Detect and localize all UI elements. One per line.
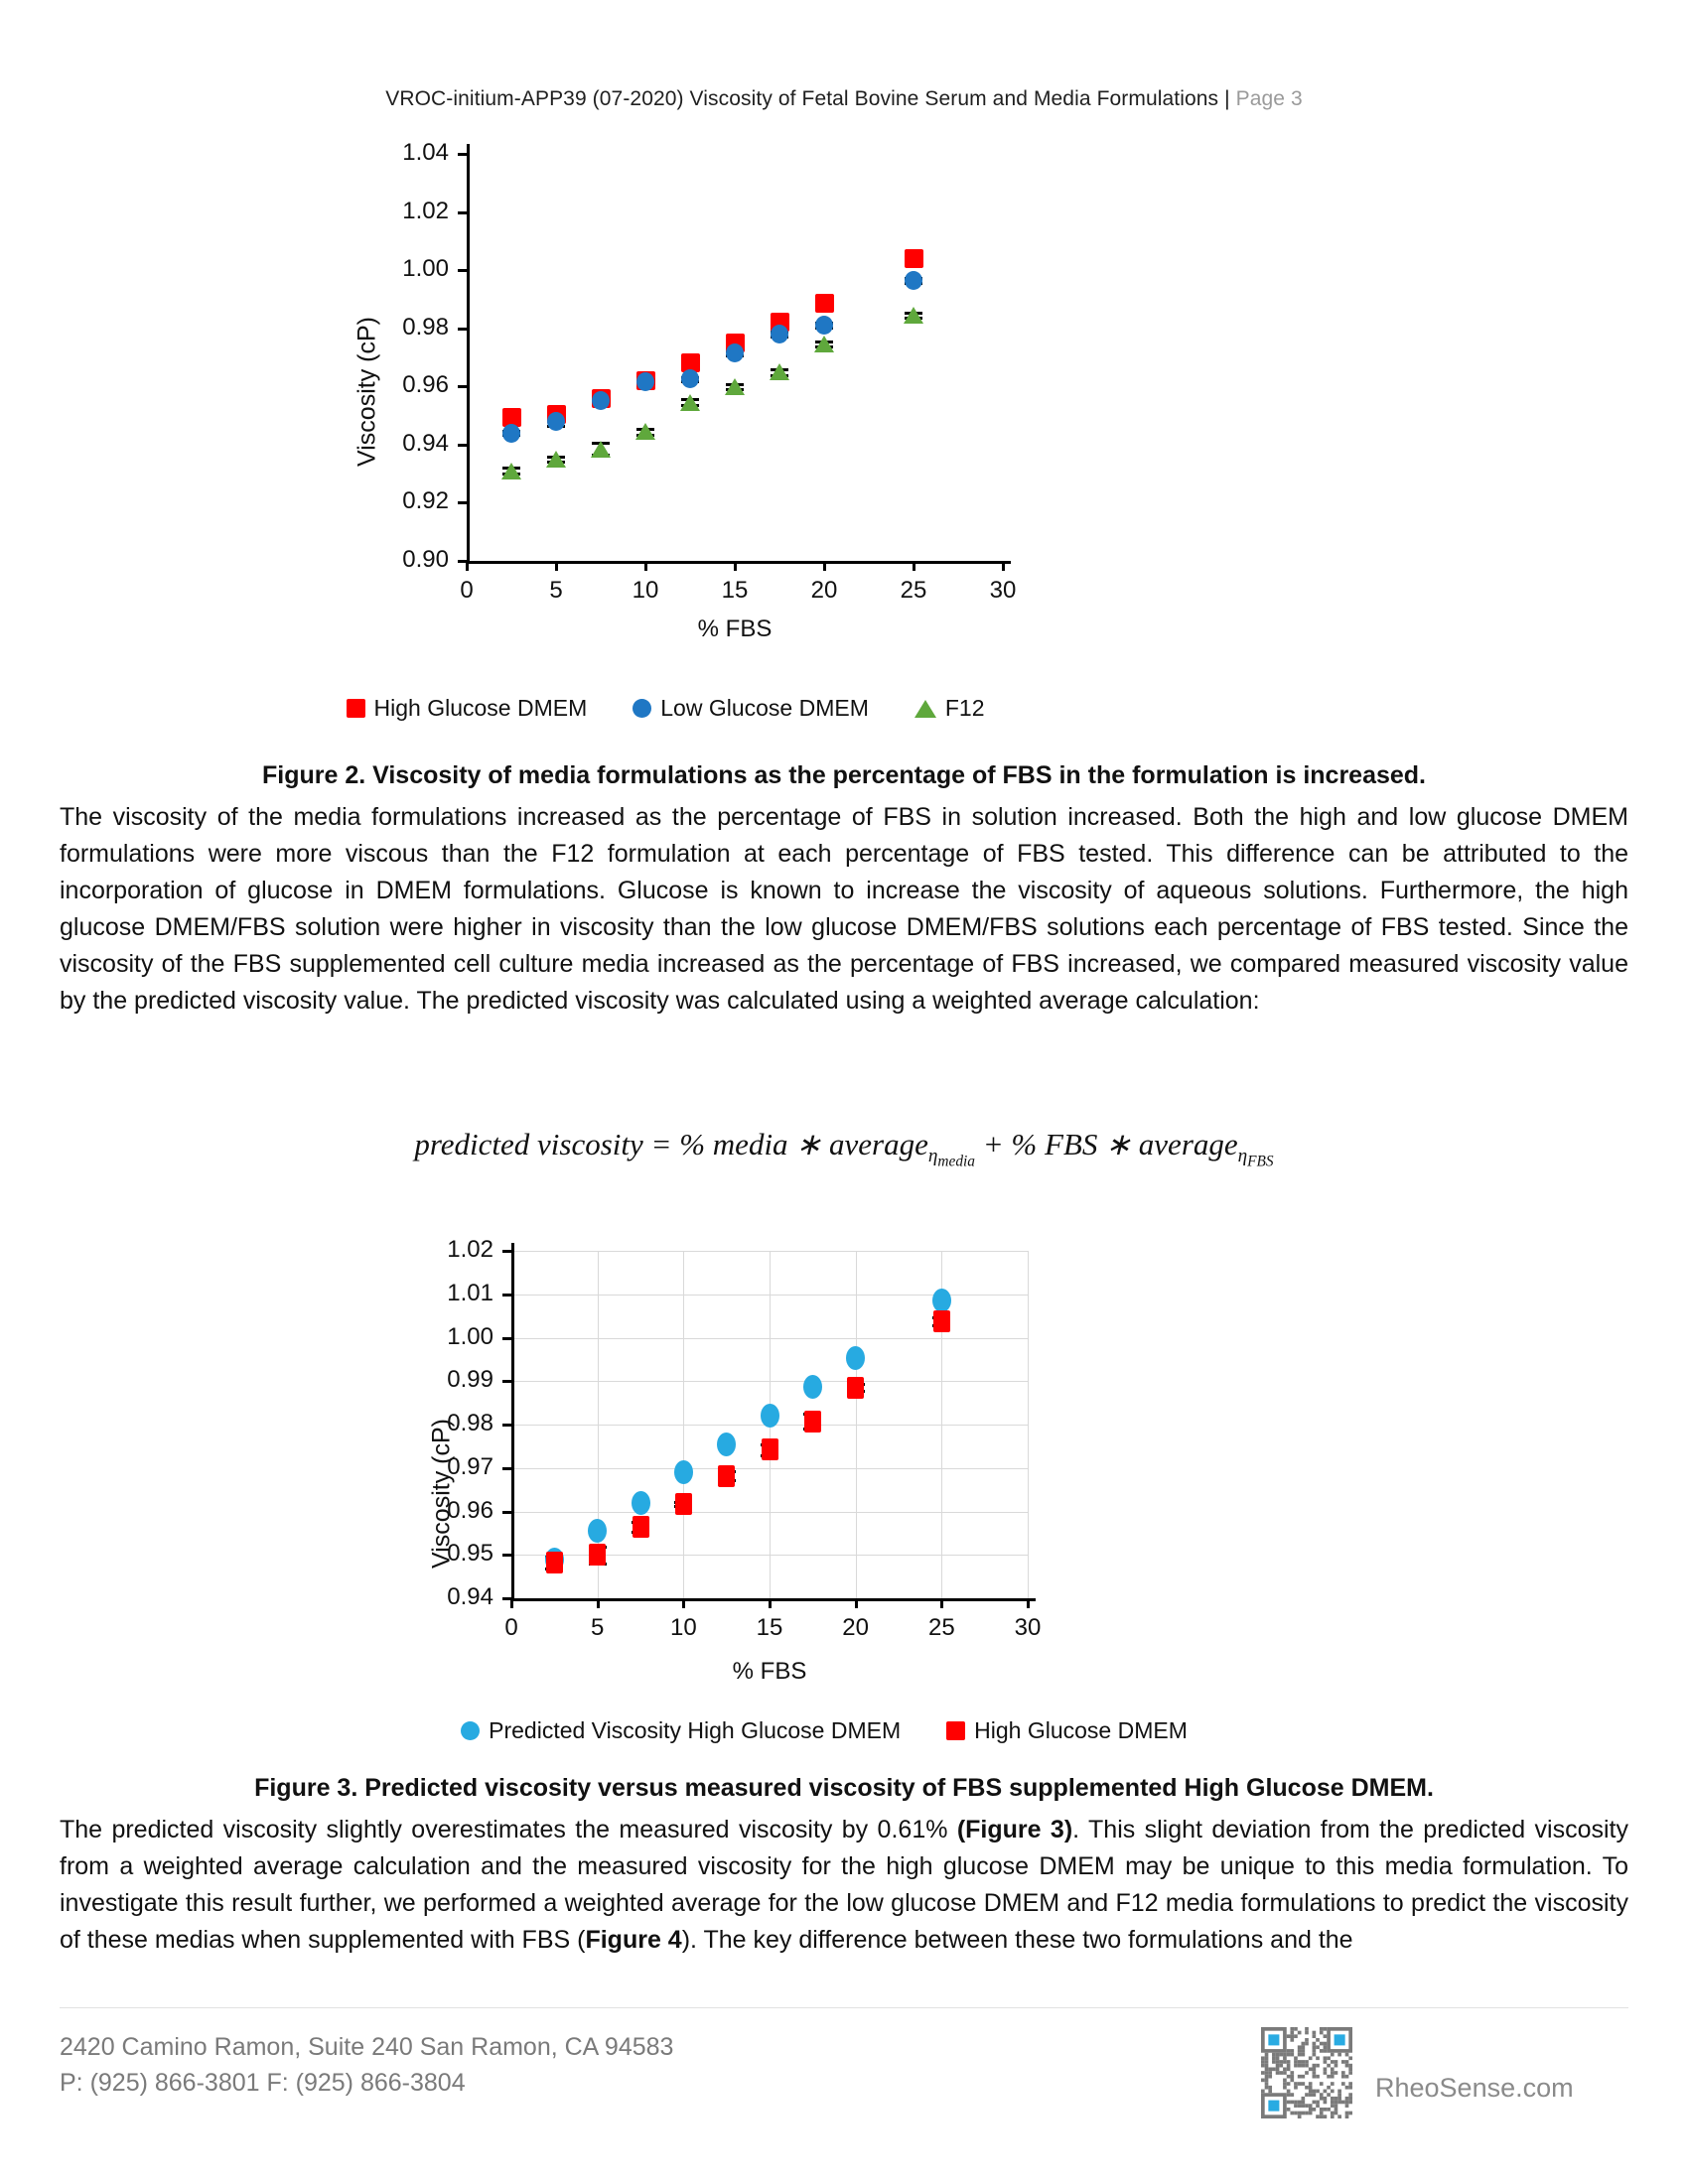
data-point-circle bbox=[592, 391, 610, 410]
data-point-circle bbox=[932, 1289, 951, 1312]
data-point-triangle bbox=[770, 363, 789, 380]
data-point-square bbox=[905, 249, 923, 268]
y-tick-label: 0.96 bbox=[447, 1496, 493, 1524]
y-tick-label: 0.92 bbox=[402, 487, 449, 515]
qr-code-graphic bbox=[1261, 2027, 1352, 2118]
brand-website: RheoSense.com bbox=[1375, 2073, 1574, 2103]
x-tick-label: 10 bbox=[669, 1614, 697, 1641]
x-tick-label: 30 bbox=[1014, 1614, 1042, 1641]
data-point-circle bbox=[726, 343, 744, 362]
page-header bbox=[0, 87, 1688, 111]
legend-label: Low Glucose DMEM bbox=[660, 695, 869, 721]
figure2-y-axis-label: Viscosity (cP) bbox=[352, 317, 381, 467]
data-point-circle bbox=[502, 424, 520, 443]
data-point-triangle bbox=[546, 451, 566, 468]
predicted-viscosity-equation bbox=[0, 1127, 1688, 1170]
y-tick-mark bbox=[502, 1554, 512, 1557]
data-point-circle bbox=[803, 1375, 822, 1399]
data-point-circle bbox=[674, 1460, 693, 1484]
figure2-plot-area bbox=[402, 139, 1017, 604]
y-tick-mark bbox=[458, 269, 468, 272]
x-tick-mark bbox=[555, 561, 558, 571]
x-tick-mark bbox=[855, 1598, 858, 1608]
data-point-square bbox=[762, 1438, 778, 1460]
y-tick-label: 0.96 bbox=[402, 371, 449, 399]
y-axis-line bbox=[467, 144, 470, 561]
data-point-circle bbox=[846, 1346, 865, 1370]
y-tick-mark bbox=[502, 1467, 512, 1470]
footer-divider bbox=[60, 2007, 1628, 2008]
y-tick-label: 0.97 bbox=[447, 1452, 493, 1480]
data-point-circle bbox=[547, 412, 565, 431]
body-paragraph-1: The viscosity of the media formulations increased as the percentage of FBS in solution increased. Both the high and low glucose DMEM formulations were more viscous than the F12 formulation at each percentage of FBS tested. This difference can be attributed to the incorporation of glucose in DMEM formulations. Glucose is known to increase the viscosity of aqueous solutions. Furthermore, the high glucose DMEM/FBS solution were higher in viscosity than the low glucose DMEM/FBS solutions each percentage of FBS tested. Since the viscosity of the FBS supplemented cell culture media increased as the percentage of FBS increased, we compared measured viscosity value by the predicted viscosity value. The predicted viscosity was calculated using a weighted average calculation: bbox=[60, 803, 1628, 1015]
equation-sub1: η bbox=[927, 1145, 938, 1166]
x-tick-mark bbox=[913, 561, 915, 571]
y-tick-label: 0.95 bbox=[447, 1540, 493, 1568]
legend-label: F12 bbox=[944, 695, 985, 721]
footer-address bbox=[60, 2029, 673, 2102]
legend-triangle-icon bbox=[914, 700, 936, 718]
legend-item[interactable] bbox=[946, 1717, 1188, 1744]
figure3-legend bbox=[397, 1717, 1251, 1744]
y-tick-label: 0.94 bbox=[447, 1583, 493, 1610]
x-tick-label: 5 bbox=[590, 1614, 605, 1641]
legend-label: High Glucose DMEM bbox=[373, 695, 588, 721]
x-tick-label: 10 bbox=[632, 577, 659, 604]
data-point-square bbox=[633, 1516, 649, 1538]
body-2-text-run: ). The key difference between these two formulations and the bbox=[681, 1926, 1353, 1954]
y-tick-mark bbox=[502, 1424, 512, 1427]
equation-sub2b: FBS bbox=[1247, 1153, 1274, 1170]
x-tick-label: 30 bbox=[989, 577, 1017, 604]
data-point-circle bbox=[588, 1519, 607, 1543]
figure2-chart bbox=[328, 139, 1017, 642]
x-axis-line bbox=[467, 561, 1011, 564]
y-tick-label: 1.02 bbox=[447, 1236, 493, 1263]
y-tick-mark bbox=[458, 328, 468, 331]
figure3-y-axis-label: Viscosity (cP) bbox=[427, 1419, 456, 1569]
figure3-chart bbox=[397, 1236, 1053, 1703]
y-tick-mark bbox=[502, 1380, 512, 1383]
gridline bbox=[1028, 1251, 1029, 1598]
x-tick-mark bbox=[734, 561, 737, 571]
x-tick-mark bbox=[510, 1598, 513, 1608]
x-tick-label: 20 bbox=[842, 1614, 869, 1641]
y-tick-mark bbox=[458, 153, 468, 156]
legend-item[interactable] bbox=[347, 695, 588, 722]
body-paragraph-2 bbox=[60, 1812, 1628, 1959]
data-point-circle bbox=[761, 1404, 779, 1428]
y-tick-label: 0.90 bbox=[402, 546, 449, 573]
figure3-caption: Figure 3. Predicted viscosity versus measured viscosity of FBS supplemented High Glucose DMEM. bbox=[254, 1774, 1434, 1802]
body-2-text-run: The predicted viscosity slightly overestimates the measured viscosity by 0.61% bbox=[60, 1816, 957, 1843]
y-tick-label: 1.04 bbox=[402, 139, 449, 166]
y-tick-mark bbox=[502, 1250, 512, 1253]
data-point-square bbox=[804, 1411, 821, 1433]
legend-circle-icon bbox=[633, 699, 651, 718]
x-tick-label: 0 bbox=[504, 1614, 518, 1641]
y-tick-mark bbox=[458, 444, 468, 447]
header-page-number: Page 3 bbox=[1235, 87, 1303, 110]
y-tick-label: 1.02 bbox=[402, 197, 449, 224]
y-tick-mark bbox=[458, 501, 468, 504]
y-tick-label: 1.01 bbox=[447, 1279, 493, 1306]
equation-lhs: predicted viscosity bbox=[414, 1127, 643, 1161]
data-point-circle bbox=[815, 316, 833, 335]
equation-term1: % media ∗ average bbox=[679, 1127, 928, 1161]
equation-sub2: η bbox=[1237, 1145, 1248, 1166]
figure2-x-axis-label: % FBS bbox=[697, 615, 773, 642]
y-tick-mark bbox=[502, 1337, 512, 1340]
data-point-square bbox=[589, 1544, 606, 1566]
body-2-bold-run: Figure 4 bbox=[585, 1926, 682, 1954]
y-tick-label: 0.98 bbox=[447, 1410, 493, 1436]
y-tick-label: 1.00 bbox=[447, 1322, 493, 1350]
y-tick-label: 0.98 bbox=[402, 313, 449, 341]
data-point-square bbox=[847, 1377, 864, 1399]
data-point-triangle bbox=[591, 441, 611, 458]
figure2-caption: Figure 2. Viscosity of media formulations as the percentage of FBS in the formulation is increased. bbox=[261, 761, 1427, 789]
x-tick-mark bbox=[1027, 1598, 1030, 1608]
legend-item[interactable] bbox=[914, 695, 985, 722]
data-point-circle bbox=[717, 1433, 736, 1456]
x-tick-label: 15 bbox=[721, 577, 749, 604]
y-tick-mark bbox=[458, 385, 468, 388]
equation-term2: % FBS ∗ average bbox=[1011, 1127, 1238, 1161]
y-tick-label: 1.00 bbox=[402, 255, 449, 283]
legend-square-icon bbox=[946, 1721, 965, 1740]
x-tick-mark bbox=[644, 561, 647, 571]
x-tick-mark bbox=[466, 561, 469, 571]
legend-item[interactable] bbox=[461, 1717, 901, 1744]
x-axis-line bbox=[511, 1598, 1036, 1601]
legend-circle-icon bbox=[461, 1721, 480, 1740]
x-tick-label: 25 bbox=[927, 1614, 955, 1641]
body-2-text-run: . This slight deviation from the predicted viscosity from a weighted average calculation and the measured viscosity for the high glucose DMEM may be unique to this media formulation. To investigate this result further, we performed a weighted average for the low glucose DMEM and F12 media formulations to predict the viscosity of these medias when supplemented with FBS ( bbox=[60, 1816, 1628, 1954]
x-tick-label: 20 bbox=[810, 577, 838, 604]
data-point-square bbox=[933, 1310, 950, 1332]
footer-address-line2: P: (925) 866-3801 F: (925) 866-3804 bbox=[60, 2069, 466, 2098]
x-tick-label: 25 bbox=[900, 577, 927, 604]
data-point-circle bbox=[905, 271, 922, 290]
data-point-triangle bbox=[904, 307, 923, 324]
equation-plus: + bbox=[982, 1127, 1004, 1161]
x-tick-label: 0 bbox=[460, 577, 474, 604]
legend-square-icon bbox=[347, 699, 365, 718]
data-point-square bbox=[718, 1465, 735, 1487]
header-doc-title: VROC-initium-APP39 (07-2020) Viscosity of Fetal Bovine Serum and Media Formulations bbox=[385, 87, 1219, 110]
figure2-legend bbox=[328, 695, 1003, 722]
figure3-x-axis-label: % FBS bbox=[732, 1658, 807, 1685]
qr-code[interactable] bbox=[1261, 2027, 1352, 2118]
x-tick-mark bbox=[940, 1598, 943, 1608]
data-point-triangle bbox=[680, 394, 700, 411]
data-point-circle bbox=[632, 1491, 650, 1515]
equation-sub1b: media bbox=[937, 1153, 975, 1170]
data-point-triangle bbox=[725, 378, 745, 395]
legend-item[interactable] bbox=[633, 695, 869, 722]
legend-label: High Glucose DMEM bbox=[974, 1717, 1188, 1743]
data-point-square bbox=[815, 294, 834, 313]
x-tick-label: 5 bbox=[549, 577, 563, 604]
gridline bbox=[683, 1251, 684, 1598]
gridline bbox=[856, 1251, 857, 1598]
legend-label: Predicted Viscosity High Glucose DMEM bbox=[489, 1717, 902, 1743]
data-point-triangle bbox=[814, 336, 834, 352]
y-tick-mark bbox=[502, 1294, 512, 1297]
data-point-triangle bbox=[635, 423, 655, 440]
x-tick-mark bbox=[682, 1598, 685, 1608]
x-tick-label: 15 bbox=[756, 1614, 783, 1641]
header-separator: | bbox=[1224, 87, 1230, 110]
data-point-triangle bbox=[501, 463, 521, 479]
y-tick-mark bbox=[458, 211, 468, 214]
y-tick-label: 0.94 bbox=[402, 429, 449, 457]
footer-address-line1: 2420 Camino Ramon, Suite 240 San Ramon, CA 94583 bbox=[60, 2033, 674, 2061]
x-tick-mark bbox=[1002, 561, 1005, 571]
data-point-square bbox=[675, 1493, 692, 1515]
equation-equals: = bbox=[650, 1127, 672, 1161]
data-point-circle bbox=[681, 369, 699, 388]
body-2-bold-run: (Figure 3) bbox=[956, 1816, 1073, 1843]
data-point-square bbox=[546, 1552, 563, 1573]
y-tick-label: 0.99 bbox=[447, 1366, 493, 1394]
y-tick-mark bbox=[502, 1511, 512, 1514]
x-tick-mark bbox=[597, 1598, 600, 1608]
x-tick-mark bbox=[769, 1598, 772, 1608]
figure3-plot-area bbox=[447, 1236, 1042, 1641]
data-point-circle bbox=[771, 325, 788, 343]
x-tick-mark bbox=[823, 561, 826, 571]
